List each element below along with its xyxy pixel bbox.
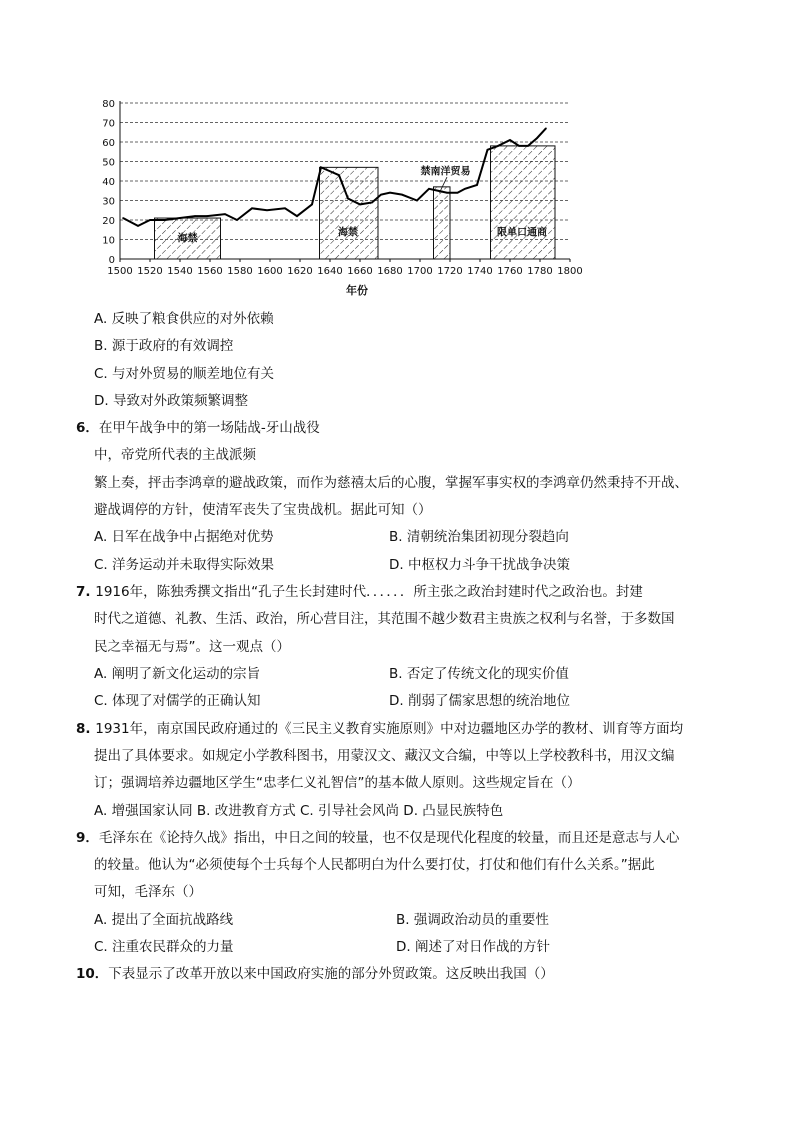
data-point (545, 128, 547, 130)
data-point (122, 217, 124, 219)
data-point (320, 167, 322, 169)
q7-stem-line-1 (76, 583, 643, 601)
q6-option-d: D. 中枢权力斗争干扰战争决策 (389, 557, 570, 573)
x-tick-label: 1600 (257, 266, 283, 277)
data-point (446, 192, 448, 194)
x-tick-label: 1800 (557, 266, 583, 277)
q5-option-b: B. 源于政府的有效调控 (94, 338, 234, 354)
data-point (389, 192, 391, 194)
period-label: 禁南洋贸易 (420, 166, 471, 178)
x-tick-label: 1780 (527, 266, 553, 277)
q9-option-a: A. 提出了全面抗战路线 (94, 912, 234, 928)
q8-options: A. 增强国家认同 B. 改进教育方式 C. 引导社会风尚 D. 凸显民族特色 (94, 803, 504, 819)
data-point (476, 184, 478, 186)
data-point (329, 170, 331, 172)
y-tick-label: 50 (102, 157, 115, 169)
y-tick-label: 70 (102, 118, 115, 130)
shaded-period (491, 146, 556, 259)
y-tick-label: 80 (102, 99, 115, 110)
data-point (296, 215, 298, 217)
y-tick-label: 20 (102, 216, 115, 227)
x-axis-label: 年份 (346, 284, 368, 297)
q7-stem-line-2: 时代之道德、礼教、生活、政治，所心营目注，其范围不越少数君主贵族之权利与名誉，于多数国 (94, 611, 675, 627)
data-point (487, 149, 489, 151)
q6-option-c: C. 洋务运动并未取得实际效果 (94, 557, 275, 573)
data-point (371, 202, 373, 204)
x-tick-label: 1680 (377, 266, 403, 277)
q10-text: 下表显示了改革开放以来中国政府实施的部分外贸政策。这反映出我国（） (108, 966, 554, 982)
q8-text-1: 1931年，南京国民政府通过的《三民主义教育实施原则》中对边疆地区办学的教材、训育等方面均 (95, 721, 684, 737)
period-label: 海禁 (177, 233, 198, 245)
q9-number: 9． (76, 830, 99, 846)
q7-stem-line-3: 民之幸福无与焉”。这一观点（） (94, 639, 290, 655)
period-label: 海禁 (338, 227, 358, 239)
data-point (206, 215, 208, 217)
data-point (509, 139, 511, 141)
data-point (401, 194, 403, 196)
x-tick-label: 1760 (497, 266, 523, 277)
data-point (497, 145, 499, 147)
q9-text-1: 毛泽东在《论持久战》指出，中日之间的较量，也不仅是现代化程度的较量，而且还是意志与人心 (98, 830, 680, 846)
data-point (437, 190, 439, 192)
q10-stem (76, 965, 554, 983)
q8-stem-line-3: 订；强调培养边疆地区学生“忠孝仁义礼智信”的基本做人原则。这些规定旨在（） (94, 775, 581, 791)
data-point (457, 192, 459, 194)
data-point (194, 215, 196, 217)
q9-option-c: C. 注重农民群众的力量 (94, 939, 234, 955)
q7-option-b: B. 否定了传统文化的现实价值 (389, 666, 569, 682)
y-tick-label: 10 (102, 235, 115, 247)
period-label: 限单口通商 (497, 227, 547, 239)
q6-option-a: A. 日军在战争中占据绝对优势 (94, 529, 274, 545)
q6-option-b: B. 清朝统治集团初现分裂趋向 (389, 529, 569, 545)
data-point (518, 145, 520, 147)
q6-stem-line-4: 避战调停的方针，使清军丧失了宝贵战机。据此可知（） (94, 502, 432, 518)
x-tick-label: 1520 (137, 266, 163, 277)
q7-option-d: D. 削弱了儒家思想的统治地位 (389, 693, 570, 709)
q9-option-d: D. 阐述了对日作战的方针 (396, 939, 550, 955)
q8-number: 8. (76, 721, 96, 737)
data-point (137, 225, 139, 227)
q7-option-c: C. 体现了对儒学的正确认知 (94, 693, 261, 709)
q8-stem-line-2: 提出了具体要求。如规定小学教科图书，用蒙汉文、藏汉文合编，中等以上学校教科书，用汉文编 (94, 748, 675, 764)
data-point (527, 145, 529, 147)
q9-option-b: B. 强调政治动员的重要性 (396, 912, 549, 928)
q10-number: 10． (76, 966, 109, 982)
data-point (380, 194, 382, 196)
data-point (359, 204, 361, 206)
x-tick-label: 1660 (347, 266, 373, 277)
data-point (416, 200, 418, 202)
q9-stem-line-1 (76, 829, 679, 847)
x-tick-label: 1560 (197, 266, 223, 277)
q5-option-a: A. 反映了粮食供应的对外依赖 (94, 311, 274, 327)
data-point (266, 209, 268, 211)
q9-stem-line-3: 可知，毛泽东（） (94, 884, 202, 900)
x-tick-label: 1640 (317, 266, 343, 277)
y-tick-label: 40 (102, 177, 115, 188)
q6-text-1: 在甲午战争中的第一场陆战-牙山战役 (98, 420, 320, 436)
y-tick-label: 30 (102, 196, 115, 208)
q6-stem-line-2: 中，帝党所代表的主战派频 (94, 447, 256, 463)
data-point (179, 217, 181, 219)
q6-number: 6． (76, 420, 99, 436)
data-point (224, 213, 226, 215)
q7-text-1: 1916年，陈独秀撰文指出“孔子生长封建时代．．．．．．所主张之政治封建时代之政治也。封建 (95, 584, 643, 600)
data-point (236, 219, 238, 221)
shaded-period (434, 187, 451, 259)
q8-stem-line-1 (76, 720, 683, 738)
x-tick-label: 1700 (407, 266, 433, 277)
data-point (251, 208, 253, 210)
q6-stem-line-1 (76, 419, 320, 437)
q6-stem-line-3: 繁上奏，抨击李鸿章的避战政策，而作为慈禧太后的心腹，掌握军事实权的李鸿章仍然秉持不开战、 (94, 475, 688, 491)
q9-stem-line-2: 的较量。他认为“必须使每个士兵每个人民都明白为什么要打仗，打仗和他们有什么关系。”据此 (94, 857, 655, 873)
y-tick-label: 0 (108, 255, 115, 266)
data-point (338, 174, 340, 176)
data-point (311, 204, 313, 206)
q5-option-d: D. 导致对外政策频繁调整 (94, 393, 248, 409)
data-point (284, 208, 286, 210)
data-point (149, 219, 151, 221)
data-point (536, 137, 538, 139)
shaded-period (320, 167, 379, 259)
x-tick-label: 1580 (227, 266, 253, 277)
x-tick-label: 1540 (167, 266, 193, 277)
x-tick-label: 1500 (107, 266, 133, 277)
x-tick-label: 1620 (287, 266, 313, 277)
data-point (347, 198, 349, 200)
q5-option-c: C. 与对外贸易的顺差地位有关 (94, 366, 275, 382)
x-tick-label: 1720 (437, 266, 463, 277)
data-point (428, 188, 430, 190)
data-point (164, 219, 166, 221)
q7-number: 7. (76, 584, 96, 600)
trade-chart (80, 88, 600, 303)
x-tick-label: 1740 (467, 266, 493, 277)
data-point (464, 188, 466, 190)
q7-option-a: A. 阐明了新文化运动的宗旨 (94, 666, 261, 682)
y-tick-label: 60 (102, 138, 115, 149)
